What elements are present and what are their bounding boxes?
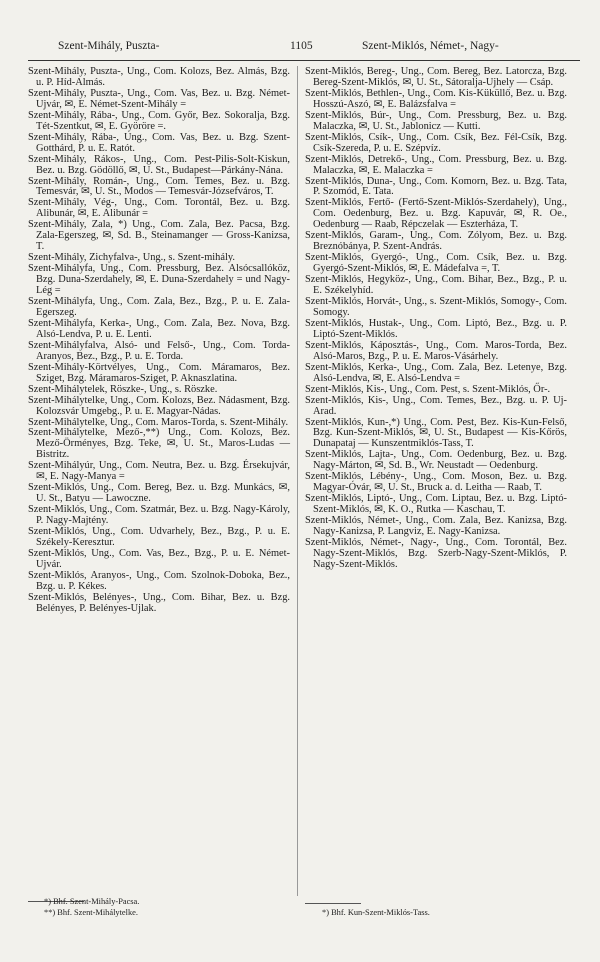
gazetteer-entry: Szent-Miklós, Garam-, Ung., Com. Zólyom, Bez. u. Bzg. Breznóbánya, P. Szent-András. [305, 230, 567, 253]
gazetteer-entry: Szent-Mihályfa, Kerka-, Ung., Com. Zala, Bez. Nova, Bzg. Alsó-Lendva, P. u. E. Lenti. [28, 317, 290, 340]
gazetteer-entry: Szent-Mihályúr, Ung., Com. Neutra, Bez. u. Bzg. Érsekujvár, ✉, E. Nagy-Manya = [28, 460, 290, 483]
gazetteer-entry: Szent-Mihály, Vég-, Ung., Com. Torontál, Bez. u. Bzg. Alibunár, ✉, E. Alibunár = [28, 197, 290, 220]
gazetteer-entry: Szent-Miklós, Csík-, Ung., Com. Csík, Bez. Fél-Csík, Bzg. Csík-Szereda, P. u. E. Szépvíz. [305, 131, 567, 154]
footnote: *) Bhf. Szent-Mihály-Pacsa. [44, 897, 140, 906]
gazetteer-entry: Szent-Mihály, Puszta-, Ung., Com. Vas, Bez. u. Bzg. Német-Ujvár, ✉, E. Német-Szent-Mihály = [28, 87, 290, 110]
gazetteer-entry: Szent-Miklós, Német-, Nagy-, Ung., Com. Torontál, Bez. Nagy-Szent-Miklós, Bzg. Szerb-Nagy-Szent-Miklós, P. Nagy-Szent-Miklós. [305, 536, 567, 570]
gazetteer-entry: Szent-Mihálytelke, Ung., Com. Maros-Torda, s. Szent-Mihály. [28, 416, 289, 428]
gazetteer-entry: Szent-Mihály, Román-, Ung., Com. Temes, Bez. u. Bzg. Temesvár, ✉, U. St., Modos — Temesvár-Józsefváros, T. [28, 175, 290, 198]
gazetteer-entry: Szent-Mihály, Rákos-, Ung., Com. Pest-Pilis-Solt-Kiskun, Bez. u. Bzg. Gödöllő, ✉, U. St., Budapest—Párkány-Nána. [28, 153, 290, 176]
page-number: 1105 [290, 40, 313, 52]
gazetteer-entry: Szent-Miklós, Búr-, Ung., Com. Pressburg, Bez. u. Bzg. Malaczka, ✉, U. St., Jablonicz — Kutti. [305, 109, 567, 132]
gazetteer-entry: Szent-Miklós, Káposztás-, Ung., Com. Maros-Torda, Bez. Alsó-Maros, Bzg., P. u. E. Maros-Vásárhely. [305, 339, 567, 362]
gazetteer-entry: Szent-Mihálytelke, Mező-,**) Ung., Com. Kolozs, Bez. Mező-Örményes, Bzg. Teke, ✉, U. St., Maros-Ludas — Bistritz. [28, 427, 290, 461]
gazetteer-entry: Szent-Miklós, Gyergó-, Ung., Com. Csík, Bez. u. Bzg. Gyergó-Szent-Miklós, ✉, E. Mádefalva =, T. [305, 252, 567, 275]
gazetteer-entry: Szent-Miklós, Kis-, Ung., Com. Pest, s. Szent-Miklós, Őr-. [305, 383, 551, 395]
gazetteer-entry: Szent-Mihály, Puszta-, Ung., Com. Kolozs, Bez. Almás, Bzg. u. P. Híd-Almás. [28, 66, 290, 88]
gazetteer-entry: Szent-Mihályfalva, Alsó- und Felső-, Ung., Com. Torda-Aranyos, Bez., Bzg., P. u. E. Torda. [28, 339, 290, 362]
gazetteer-entry: Szent-Miklós, Ung., Com. Bereg, Bez. u. Bzg. Munkács, ✉, U. St., Batyu — Lawoczne. [28, 482, 290, 505]
gazetteer-entry: Szent-Miklós, Kerka-, Ung., Com. Zala, Bez. Letenye, Bzg. Alsó-Lendva, ✉, E. Alsó-Lendva = [305, 361, 567, 384]
gazetteer-entry: Szent-Miklós, Ung., Com. Udvarhely, Bez., Bzg., P. u. E. Székely-Keresztur. [28, 526, 290, 548]
column-separator [297, 66, 298, 896]
footnote: **) Bhf. Szent-Mihálytelke. [44, 908, 138, 917]
header-right: Szent-Miklós, Német-, Nagy- [362, 40, 499, 52]
gazetteer-entry: Szent-Miklós, Kis-, Ung., Com. Temes, Bez., Bzg. u. P. Uj-Arad. [305, 394, 567, 417]
gazetteer-entry: Szent-Mihály, Rába-, Ung., Com. Vas, Bez. u. Bzg. Szent-Gotthárd, P. u. E. Ratót. [28, 131, 290, 154]
gazetteer-entry: Szent-Mihály-Körtvélyes, Ung., Com. Máramaros, Bez. Sziget, Bzg. Máramaros-Sziget, P. Aknaszlatina. [28, 361, 290, 384]
gazetteer-entry: Szent-Mihály, Zichyfalva-, Ung., s. Szent-mihály. [28, 252, 235, 264]
gazetteer-entry: Szent-Mihályfa, Ung., Com. Pressburg, Bez. Alsócsallóköz, Bzg. Duna-Szerdahely, ✉, E. Duna-Szerdahely = und Nagy-Lég = [28, 263, 290, 297]
footnotes-right [322, 907, 572, 918]
gazetteer-entry: Szent-Mihály, Zala, *) Ung., Com. Zala, Bez. Pacsa, Bzg. Zala-Egerszeg, ✉, Sd. B., Steinamanger — Gross-Kanizsa, T. [28, 219, 290, 253]
header-left: Szent-Mihály, Puszta- [58, 40, 160, 52]
gazetteer-entry: Szent-Miklós, Lébény-, Ung., Com. Moson, Bez. u. Bzg. Magyar-Óvár, ✉, U. St., Bruck a. d. Leitha — Raab, T. [305, 471, 567, 494]
gazetteer-entry: Szent-Miklós, Detrekő-, Ung., Com. Pressburg, Bez. u. Bzg. Malaczka, ✉, E. Malaczka = [305, 153, 567, 176]
gazetteer-entry: Szent-Mihálytelek, Röszke-, Ung., s. Röszke. [28, 383, 218, 395]
gazetteer-entry: Szent-Miklós, Bethlen-, Ung., Com. Kis-Küküllő, Bez. u. Bzg. Hosszú-Aszó, ✉, E. Balázsfalva = [305, 87, 567, 110]
gazetteer-entry: Szent-Miklós, Ung., Com. Vas, Bez., Bzg., P. u. E. Német-Ujvár. [28, 547, 290, 570]
footnotes-left [44, 896, 294, 918]
gazetteer-entry: Szent-Miklós, Duna-, Ung., Com. Komorn, Bez. u. Bzg. Tata, P. Szomód, E. Tata. [305, 175, 567, 198]
gazetteer-entry: Szent-Miklós, Hegyköz-, Ung., Com. Bihar, Bez., Bzg., P. u. E. Székelyhíd. [305, 274, 567, 297]
gazetteer-entry: Szent-Miklós, Horvát-, Ung., s. Szent-Miklós, Somogy-, Com. Somogy. [305, 296, 567, 318]
gazetteer-entry: Szent-Miklós, Kun-,*) Ung., Com. Pest, Bez. Kis-Kun-Felső, Bzg. Kun-Szent-Miklós, ✉, U. St., Budapest — Kis-Kőrös, Dunapataj — Kunszentmiklós-Tass, T. [305, 416, 567, 450]
footnote-rule-right [305, 903, 361, 904]
right-column [305, 67, 567, 571]
gazetteer-entry: Szent-Miklós, Liptó-, Ung., Com. Liptau, Bez. u. Bzg. Liptó-Szent-Miklós, ✉, K. O., Rutka — Kaschau, T. [305, 493, 567, 516]
gazetteer-entry: Szent-Miklós, Hustak-, Ung., Com. Liptó, Bez., Bzg. u. P. Liptó-Szent-Miklós. [305, 317, 567, 340]
gazetteer-entry: Szent-Mihályfa, Ung., Com. Zala, Bez., Bzg., P. u. E. Zala-Egerszeg. [28, 296, 290, 318]
gazetteer-entry: Szent-Miklós, Bereg-, Ung., Com. Bereg, Bez. Latorcza, Bzg. Bereg-Szent-Miklós, ✉, U. St., Sátoralja-Ujhely — Csáp. [305, 66, 567, 88]
header-rule [28, 60, 580, 61]
gazetteer-entry: Szent-Miklós, Lajta-, Ung., Com. Oedenburg, Bez. u. Bzg. Nagy-Márton, ✉, Sd. B., Wr. Neustadt — Oedenburg. [305, 449, 567, 472]
gazetteer-entry: Szent-Miklós, Aranyos-, Ung., Com. Szolnok-Doboka, Bez., Bzg. u. P. Kékes. [28, 569, 290, 592]
left-column [28, 67, 290, 615]
gazetteer-entry: Szent-Miklós, Ung., Com. Szatmár, Bez. u. Bzg. Nagy-Károly, P. Nagy-Majtény. [28, 504, 290, 527]
gazetteer-entry: Szent-Miklós, Fertő- (Fertő-Szent-Miklós-Szerdahely), Ung., Com. Oedenburg, Bez. u. Bzg. Kapuvár, ✉, R. Oe., Oedenburg — Raab, Répczelak — Eszterháza, T. [305, 197, 567, 231]
gazetteer-entry: Szent-Miklós, Német-, Ung., Com. Zala, Bez. Kanizsa, Bzg. Nagy-Kanizsa, P. Langviz, E. Nagy-Kanizsa. [305, 515, 567, 538]
gazetteer-entry: Szent-Mihálytelke, Ung., Com. Kolozs, Bez. Nádasment, Bzg. Kolozsvár Umgebg., P. u. E. Magyar-Nádas. [28, 394, 290, 417]
footnote: *) Bhf. Kun-Szent-Miklós-Tass. [322, 908, 430, 917]
gazetteer-entry: Szent-Mihály, Rába-, Ung., Com. Győr, Bez. Sokoralja, Bzg. Tét-Szentkut, ✉, E. Györöre =. [28, 109, 290, 132]
gazetteer-entry: Szent-Miklós, Belényes-, Ung., Com. Bihar, Bez. u. Bzg. Belényes, P. Belényes-Ujlak. [28, 591, 290, 614]
running-header [28, 40, 580, 56]
